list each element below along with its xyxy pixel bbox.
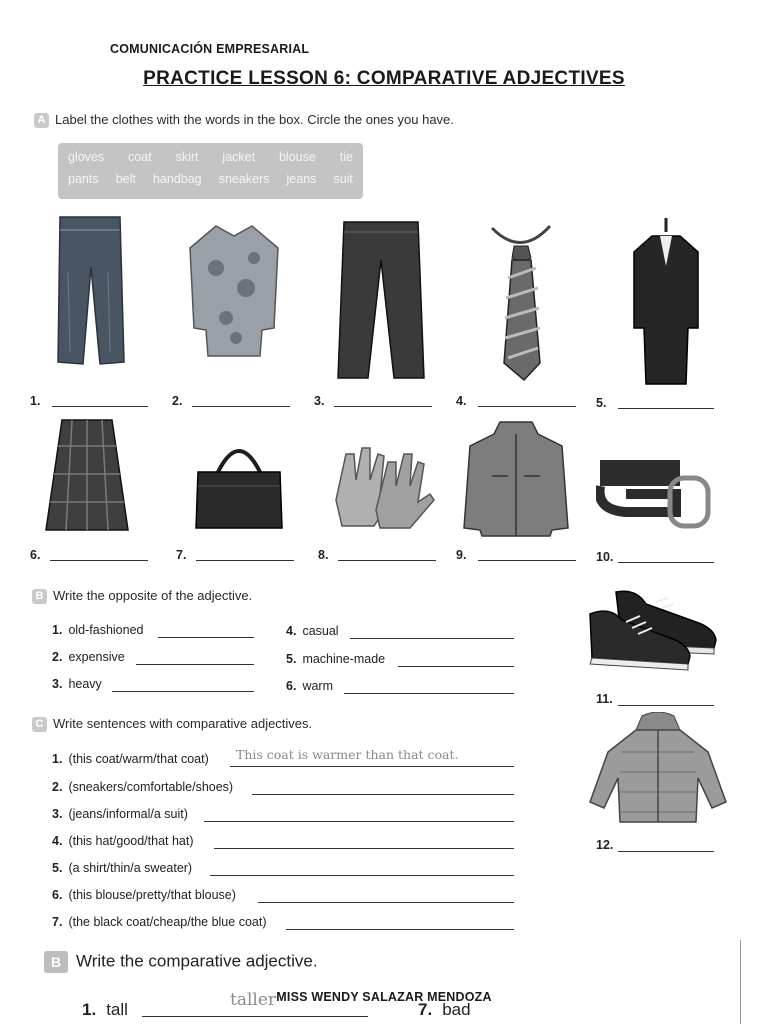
section-d-badge: B: [44, 951, 68, 973]
answer-blank[interactable]: [230, 766, 514, 767]
item-number: 4.: [52, 834, 63, 848]
sentence-item: [52, 915, 266, 929]
opposite-item: [286, 679, 333, 693]
answer-blank[interactable]: [350, 638, 514, 639]
sentence-item: [52, 888, 236, 902]
opposite-item: [52, 623, 144, 637]
opposite-item: [286, 652, 385, 666]
answer-blank[interactable]: [258, 902, 514, 903]
word-box-word: jacket: [222, 150, 256, 164]
section-a-instruction: [34, 112, 454, 128]
item-number: 1.: [52, 623, 63, 637]
sentence-item: [52, 861, 192, 875]
adjective: heavy: [68, 677, 102, 691]
word-box-word: gloves: [68, 150, 105, 164]
word-box-word: skirt: [175, 150, 199, 164]
word-box-word: coat: [128, 150, 152, 164]
item-number: 3.: [52, 677, 63, 691]
section-d-instruction: [44, 951, 318, 973]
item-number: 2.: [52, 650, 63, 664]
example-answer: taller: [230, 990, 277, 1010]
sentence-prompt: (this coat/warm/that coat): [68, 752, 209, 766]
item-number: 2.: [52, 780, 63, 794]
jeans-icon: [50, 212, 130, 372]
section-b-badge: B: [32, 589, 47, 604]
answer-blank[interactable]: [50, 560, 148, 561]
sentence-prompt: (jeans/informal/a suit): [68, 807, 188, 821]
section-a-badge: A: [34, 113, 49, 128]
answer-blank[interactable]: [192, 406, 290, 407]
word-box: [58, 143, 363, 199]
item-number: 8.: [318, 548, 329, 562]
section-c-badge: C: [32, 717, 47, 732]
sentence-prompt: (this hat/good/that hat): [68, 834, 194, 848]
item-number: 1.: [82, 1000, 97, 1019]
answer-blank[interactable]: [210, 875, 514, 876]
item-number: 3.: [314, 394, 325, 408]
item-number: 6.: [52, 888, 63, 902]
item-number: 11.: [596, 692, 613, 706]
opposite-item: [286, 624, 339, 638]
item-number: 9.: [456, 548, 467, 562]
item-number: 7.: [176, 548, 187, 562]
answer-blank[interactable]: [158, 637, 254, 638]
word-box-word: belt: [115, 172, 136, 186]
suit-icon: [630, 216, 702, 386]
example-answer: This coat is warmer than that coat.: [236, 747, 459, 762]
sentence-prompt: (the black coat/cheap/the blue coat): [68, 915, 267, 929]
sentence-prompt: (this blouse/pretty/that blouse): [68, 888, 236, 902]
sentence-prompt: (a shirt/thin/a sweater): [68, 861, 193, 875]
item-number: 6.: [30, 548, 41, 562]
answer-blank[interactable]: [142, 1016, 368, 1017]
adjective: casual: [302, 624, 339, 638]
item-number: 1.: [52, 752, 63, 766]
item-number: 5.: [286, 652, 297, 666]
item-number: 1.: [30, 394, 41, 408]
answer-blank[interactable]: [136, 664, 254, 665]
item-number: 5.: [52, 861, 63, 875]
adjective: old-fashioned: [68, 623, 144, 637]
gloves-icon: [326, 440, 438, 532]
sentence-item: [52, 752, 209, 766]
section-c-instruction-text: Write sentences with comparative adjectives.: [53, 716, 313, 731]
answer-blank[interactable]: [618, 851, 714, 852]
section-a-instruction-text: Label the clothes with the words in the box. Circle the ones you have.: [55, 112, 454, 127]
word-box-word: pants: [68, 172, 99, 186]
opposite-item: [52, 677, 102, 691]
word-box-word: tie: [339, 150, 353, 164]
item-number: 7.: [52, 915, 63, 929]
sentence-item: [52, 834, 194, 848]
item-number: 4.: [456, 394, 467, 408]
item-number: 7.: [418, 1000, 433, 1019]
sentence-item: [52, 780, 233, 794]
item-number: 4.: [286, 624, 297, 638]
answer-blank[interactable]: [286, 929, 514, 930]
adjective: machine-made: [302, 652, 386, 666]
answer-blank[interactable]: [214, 848, 514, 849]
item-number: 3.: [52, 807, 63, 821]
adjective: tall: [106, 1000, 128, 1019]
answer-blank[interactable]: [112, 691, 254, 692]
blouse-icon: [186, 218, 282, 362]
belt-icon: [596, 450, 712, 534]
handbag-icon: [192, 436, 286, 532]
jacket-icon: [462, 416, 570, 540]
answer-blank[interactable]: [344, 693, 514, 694]
word-box-word: blouse: [278, 150, 316, 164]
item-number: 12.: [596, 838, 614, 852]
section-b-instruction: [32, 588, 252, 604]
answer-blank[interactable]: [618, 408, 714, 409]
opposite-item: [52, 650, 125, 664]
answer-blank[interactable]: [338, 560, 436, 561]
tie-icon: [488, 218, 554, 384]
answer-blank[interactable]: [398, 666, 514, 667]
page-edge-line: [740, 940, 741, 1024]
pants-icon: [330, 218, 430, 382]
sentence-item: [52, 807, 188, 821]
sentence-prompt: (sneakers/comfortable/shoes): [68, 780, 234, 794]
sneakers-icon: [586, 586, 722, 672]
answer-blank[interactable]: [618, 705, 714, 706]
skirt-icon: [42, 416, 132, 536]
item-number: 6.: [286, 679, 297, 693]
word-box-word: handbag: [152, 172, 202, 186]
item-number: 2.: [172, 394, 183, 408]
section-b-instruction-text: Write the opposite of the adjective.: [53, 588, 253, 603]
word-box-word: suit: [333, 172, 353, 186]
item-number: 10.: [596, 550, 614, 564]
section-c-instruction: [32, 716, 312, 732]
answer-blank[interactable]: [196, 560, 294, 561]
answer-blank[interactable]: [478, 406, 576, 407]
teacher-name: MISS WENDY SALAZAR MENDOZA: [276, 990, 492, 1004]
adjective: bad: [442, 1000, 471, 1019]
answer-blank[interactable]: [204, 821, 514, 822]
section-d-instruction-text: Write the comparative adjective.: [76, 951, 318, 971]
answer-blank[interactable]: [618, 562, 714, 563]
answer-blank[interactable]: [252, 794, 514, 795]
adjective: expensive: [68, 650, 125, 664]
answer-blank[interactable]: [334, 406, 432, 407]
course-name: COMUNICACIÓN EMPRESARIAL: [110, 42, 310, 56]
coat-icon: [588, 712, 728, 824]
item-number: 5.: [596, 396, 607, 410]
answer-blank[interactable]: [478, 560, 576, 561]
word-box-word: sneakers: [218, 172, 270, 186]
adjective: warm: [302, 679, 333, 693]
page-title: PRACTICE LESSON 6: COMPARATIVE ADJECTIVES: [143, 68, 625, 89]
word-box-word: jeans: [286, 172, 317, 186]
answer-blank[interactable]: [52, 406, 148, 407]
